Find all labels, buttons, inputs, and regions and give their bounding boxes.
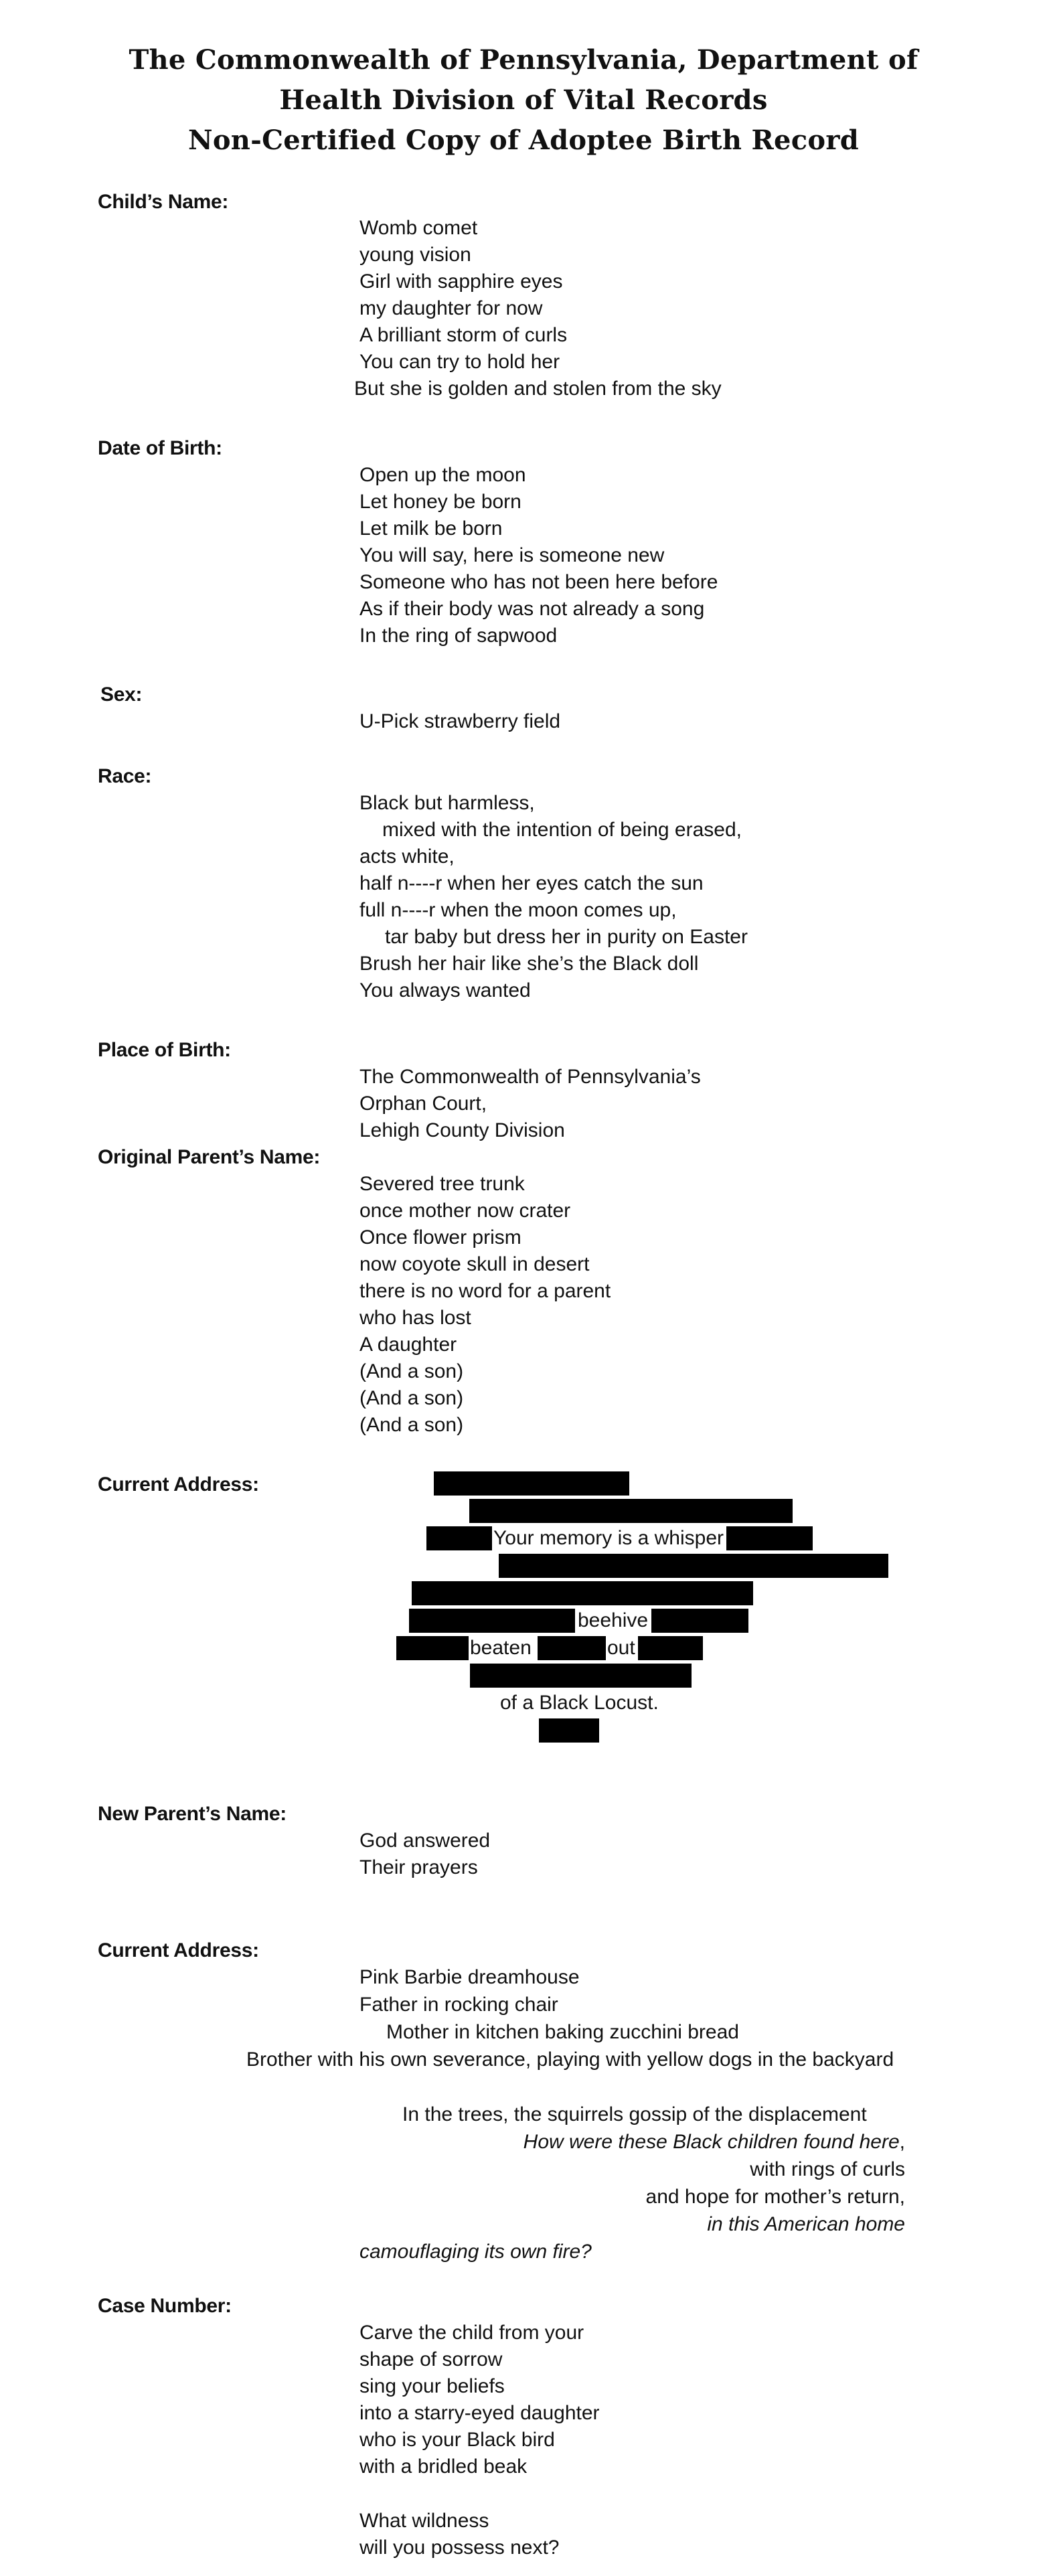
- poem-line: tar baby but dress her in purity on Easter: [385, 926, 748, 948]
- poem-line: once mother now crater: [359, 1200, 571, 1222]
- poem-line: and hope for mother’s return,: [645, 2186, 905, 2208]
- poem-line: with rings of curls: [750, 2158, 905, 2180]
- unredacted-text: beaten: [470, 1637, 532, 1659]
- unredacted-text: beehive: [578, 1609, 649, 1631]
- poem-line: shape of sorrow: [359, 2348, 503, 2370]
- redaction-bar: [409, 1609, 575, 1633]
- poem-line: Father in rocking chair: [359, 1994, 558, 2016]
- poem-line: Pink Barbie dreamhouse: [359, 1966, 580, 1988]
- poem-line: In the trees, the squirrels gossip of the displacement: [402, 2103, 867, 2125]
- record-title-line-3: Non-Certified Copy of Adoptee Birth Record: [187, 125, 860, 156]
- poem-line: God answered: [359, 1830, 491, 1852]
- original-parents-name-section: [359, 1171, 611, 1439]
- poem-line: Let milk be born: [359, 517, 503, 540]
- race-label: Race:: [98, 765, 152, 787]
- redaction-bar: [412, 1581, 753, 1605]
- redaction-bar: [396, 1636, 469, 1660]
- poem-line: sing your beliefs: [359, 2375, 505, 2397]
- poem-line: Their prayers: [359, 1856, 478, 1878]
- redaction-bar: [470, 1664, 692, 1688]
- italic-phrase: How were these Black children found here: [523, 2131, 900, 2153]
- poem-line: Someone who has not been here before: [359, 571, 718, 593]
- poem-line: A brilliant storm of curls: [359, 324, 568, 346]
- date-of-birth-label: Date of Birth:: [98, 437, 222, 459]
- poem-line: (And a son): [359, 1414, 464, 1436]
- poem-line: mixed with the intention of being erased,: [382, 819, 742, 841]
- poem-line: (And a son): [359, 1360, 464, 1382]
- poem-line: there is no word for a parent: [359, 1280, 611, 1302]
- sex-value: U-Pick strawberry field: [359, 710, 561, 732]
- poem-line: with a bridled beak: [359, 2456, 528, 2478]
- record-title-line-2: Health Division of Vital Records: [279, 84, 768, 116]
- poem-line: Severed tree trunk: [359, 1173, 525, 1195]
- poem-line: The Commonwealth of Pennsylvania’s: [359, 1066, 701, 1088]
- poem-line: As if their body was not already a song: [359, 598, 705, 620]
- poem-line: What wildness: [359, 2510, 489, 2532]
- poem-line: Let honey be born: [359, 491, 521, 513]
- poem-line: now coyote skull in desert: [359, 1253, 590, 1275]
- poem-line: Girl with sapphire eyes: [359, 270, 563, 293]
- unredacted-text: Your memory is a whisper: [493, 1527, 724, 1549]
- place-of-birth-section: [359, 1064, 701, 1144]
- poem-line: Open up the moon: [359, 464, 526, 486]
- poem-line: acts white,: [359, 846, 455, 868]
- comma: ,: [899, 2131, 905, 2153]
- poem-line: Brother with his own severance, playing with yellow dogs in the backyard: [246, 2048, 894, 2071]
- poem-line: In the ring of sapwood: [359, 625, 558, 647]
- poem-line: Brush her hair like she’s the Black doll: [359, 953, 699, 975]
- poem-line: Lehigh County Division: [359, 1119, 565, 1141]
- original-parents-name-label: Original Parent’s Name:: [98, 1146, 321, 1168]
- redaction-bar: [726, 1526, 813, 1550]
- poem-line: You always wanted: [359, 979, 531, 1001]
- poem-line: in this American home: [707, 2213, 905, 2235]
- date-of-birth-section: [359, 462, 718, 649]
- poem-line: who is your Black bird: [359, 2429, 555, 2451]
- redaction-bar: [426, 1526, 492, 1550]
- redaction-bar: [469, 1499, 793, 1523]
- unredacted-text: of a Black Locust.: [500, 1692, 659, 1714]
- childs-name-section: [354, 215, 722, 402]
- redaction-bar: [539, 1718, 599, 1743]
- poem-line: camouflaging its own fire?: [359, 2241, 592, 2263]
- race-section: [359, 790, 748, 1004]
- unredacted-text: out: [607, 1637, 635, 1659]
- poem-line: full n----r when the moon comes up,: [359, 899, 677, 921]
- place-of-birth-label: Place of Birth:: [98, 1039, 231, 1061]
- redaction-bar: [638, 1636, 703, 1660]
- poem-line: Orphan Court,: [359, 1093, 487, 1115]
- poem-line: Mother in kitchen baking zucchini bread: [386, 2021, 739, 2043]
- poem-line: But she is golden and stolen from the sky: [354, 378, 722, 400]
- poem-line: A daughter: [359, 1334, 457, 1356]
- poem-line: You can try to hold her: [359, 351, 560, 373]
- redaction-bar: [499, 1554, 888, 1578]
- poem-line: my daughter for now: [359, 297, 543, 319]
- childs-name-label: Child’s Name:: [98, 191, 229, 213]
- redaction-bar: [651, 1609, 748, 1633]
- poem-line: Once flower prism: [359, 1226, 521, 1249]
- sex-label: Sex:: [100, 683, 143, 706]
- poem-line: [524, 2129, 905, 2156]
- poem-line: young vision: [359, 244, 471, 266]
- poem-line: Black but harmless,: [359, 792, 535, 814]
- poem-line: who has lost: [359, 1307, 471, 1329]
- case-number-label: Case Number:: [98, 2295, 232, 2317]
- case-number-section: [359, 2320, 600, 2561]
- poem-line: will you possess next?: [359, 2537, 560, 2559]
- current-address-label: Current Address:: [98, 1473, 259, 1496]
- poem-line: Carve the child from your: [359, 2322, 584, 2344]
- redaction-bar: [538, 1636, 606, 1660]
- poem-line: into a starry-eyed daughter: [359, 2402, 600, 2424]
- record-title-line-1: The Commonwealth of Pennsylvania, Department of: [129, 44, 918, 76]
- new-parents-name-section: [359, 1828, 490, 1881]
- current-address-label: Current Address:: [98, 1939, 259, 1961]
- poem-line: half n----r when her eyes catch the sun: [359, 872, 704, 894]
- poem-line: (And a son): [359, 1387, 464, 1409]
- poem-line: Womb comet: [359, 217, 478, 239]
- new-parents-name-label: New Parent’s Name:: [98, 1803, 287, 1825]
- poem-line: You will say, here is someone new: [359, 544, 665, 566]
- redaction-bar: [434, 1471, 629, 1496]
